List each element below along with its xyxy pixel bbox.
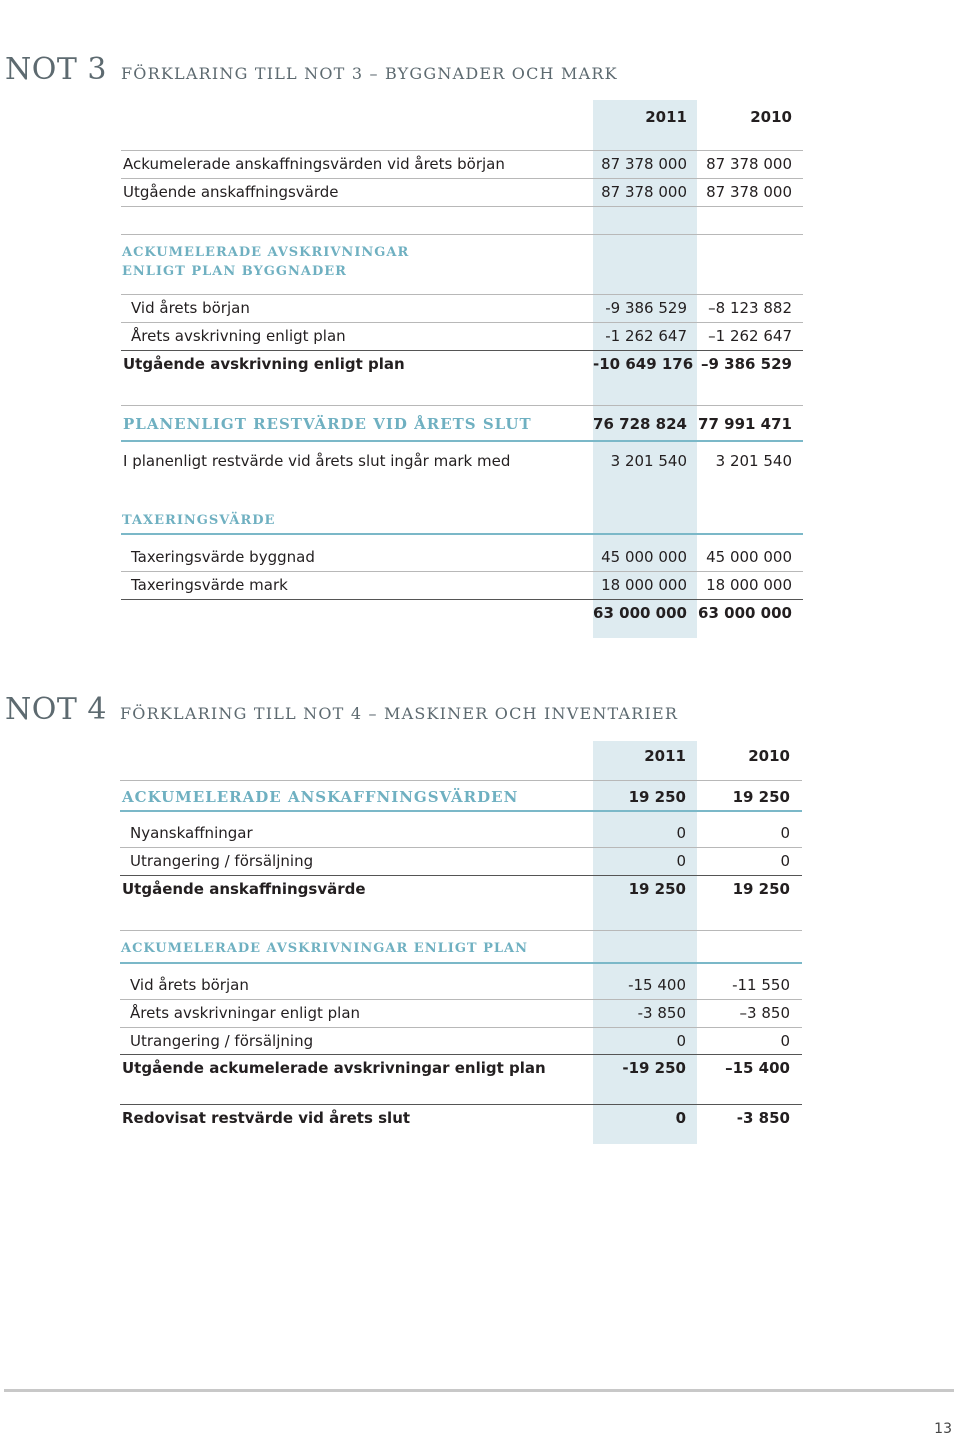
row-label: Årets avskrivningar enligt plan (130, 1004, 361, 1022)
value-2010: 0 (780, 852, 790, 870)
row-label: Utgående anskaffningsvärde (122, 880, 366, 898)
value-2011: -15 400 (628, 976, 686, 994)
table-row (121, 294, 803, 322)
section-heading-depreciation: ACKUMELERADE AVSKRIVNINGAR ENLIGT PLAN (121, 941, 529, 956)
table-row (121, 322, 803, 350)
residual-value-row (121, 410, 803, 438)
value-2010: 19 250 (732, 788, 790, 806)
row-label: Vid årets början (131, 299, 250, 317)
value-2011: 0 (676, 852, 686, 870)
book-value-row (120, 1104, 802, 1132)
value-2010: 18 000 000 (706, 576, 792, 594)
row-label: Utgående avskrivning enligt plan (123, 355, 405, 373)
value-2011: -9 386 529 (605, 299, 687, 317)
divider (121, 405, 803, 406)
value-2010: –9 386 529 (700, 355, 792, 373)
value-2010: 63 000 000 (698, 604, 792, 622)
divider (121, 440, 803, 442)
value-2010: 19 250 (732, 880, 790, 898)
row-label: Ackumelerade anskaffningsvärden vid årets början (123, 155, 505, 173)
value-2011: 87 378 000 (601, 183, 687, 201)
value-2011: -10 649 176 (593, 355, 694, 373)
note4-title: FÖRKLARING TILL NOT 4 – MASKINER OCH INVENTARIER (120, 704, 679, 723)
note4-year-2011: 2011 (644, 747, 686, 765)
row-label: Taxeringsvärde byggnad (131, 548, 315, 566)
row-label: Taxeringsvärde mark (131, 576, 288, 594)
row-label: Nyanskaffningar (130, 824, 253, 842)
table-row (121, 150, 803, 178)
value-2010: 3 201 540 (715, 452, 792, 470)
value-2011: 18 000 000 (601, 576, 687, 594)
table-row-total (121, 350, 803, 378)
note3-year-2010: 2010 (750, 108, 792, 126)
footer-rule (4, 1389, 954, 1392)
value-2011: 76 728 824 (593, 415, 687, 433)
page-number: 13 (934, 1421, 952, 1437)
value-2011: 63 000 000 (593, 604, 687, 622)
note3-year-2011: 2011 (645, 108, 687, 126)
table-row (120, 999, 802, 1027)
value-2010: 0 (780, 824, 790, 842)
row-label: PLANENLIGT RESTVÄRDE VID ÅRETS SLUT (123, 415, 532, 433)
value-2011: 3 201 540 (610, 452, 687, 470)
value-2010: 87 378 000 (706, 183, 792, 201)
row-label: I planenligt restvärde vid årets slut ingår mark med (123, 452, 511, 470)
divider (120, 810, 802, 812)
value-2011: 19 250 (628, 788, 686, 806)
table-row (121, 447, 803, 475)
divider (120, 780, 802, 781)
value-2010: -11 550 (732, 976, 790, 994)
value-2011: 0 (676, 1032, 686, 1050)
value-2011: -1 262 647 (605, 327, 687, 345)
note4-number: NOT 4 (5, 692, 107, 727)
value-2011: -19 250 (622, 1059, 686, 1077)
value-2011: 87 378 000 (601, 155, 687, 173)
divider (121, 206, 803, 207)
row-label: Redovisat restvärde vid årets slut (122, 1109, 411, 1127)
divider (121, 533, 803, 535)
section-heading-depreciation-line2: ENLIGT PLAN BYGGNADER (122, 264, 347, 279)
row-label: Utrangering / försäljning (130, 852, 314, 870)
row-label: Utgående ackumelerade avskrivningar enligt plan (122, 1059, 546, 1077)
table-row-total (121, 599, 803, 627)
value-2010: 45 000 000 (706, 548, 792, 566)
table-row (121, 543, 803, 571)
value-2010: 0 (780, 1032, 790, 1050)
value-2010: 77 991 471 (698, 415, 792, 433)
note3-title: FÖRKLARING TILL NOT 3 – BYGGNADER OCH MARK (121, 64, 618, 83)
value-2010: –1 262 647 (708, 327, 792, 345)
section-heading-tax-value: TAXERINGSVÄRDE (122, 513, 276, 528)
table-row (120, 819, 802, 847)
value-2011: 0 (676, 824, 686, 842)
acquisition-heading-row (120, 783, 802, 811)
table-row (120, 1027, 802, 1055)
divider (120, 962, 802, 964)
value-2011: -3 850 (637, 1004, 686, 1022)
section-heading-depreciation: ACKUMELERADE AVSKRIVNINGAR (122, 245, 410, 260)
table-row (121, 178, 803, 206)
note4-year-2010: 2010 (748, 747, 790, 765)
row-label: ACKUMELERADE ANSKAFFNINGSVÄRDEN (122, 788, 519, 806)
divider (121, 234, 803, 235)
row-label: Vid årets början (130, 976, 249, 994)
table-row (121, 571, 803, 599)
value-2011: 45 000 000 (601, 548, 687, 566)
value-2011: 19 250 (628, 880, 686, 898)
value-2010: 87 378 000 (706, 155, 792, 173)
divider (120, 930, 802, 931)
row-label: Utgående anskaffningsvärde (123, 183, 339, 201)
row-label: Utrangering / försäljning (130, 1032, 314, 1050)
value-2011: 0 (675, 1109, 686, 1127)
value-2010: –15 400 (725, 1059, 790, 1077)
row-label: Årets avskrivning enligt plan (131, 327, 346, 345)
table-row-total (120, 1054, 802, 1082)
value-2010: –8 123 882 (708, 299, 792, 317)
table-row-total (120, 875, 802, 903)
table-row (120, 971, 802, 999)
value-2010: -3 850 (736, 1109, 790, 1127)
value-2010: –3 850 (739, 1004, 790, 1022)
note3-number: NOT 3 (5, 52, 107, 87)
table-row (120, 847, 802, 875)
